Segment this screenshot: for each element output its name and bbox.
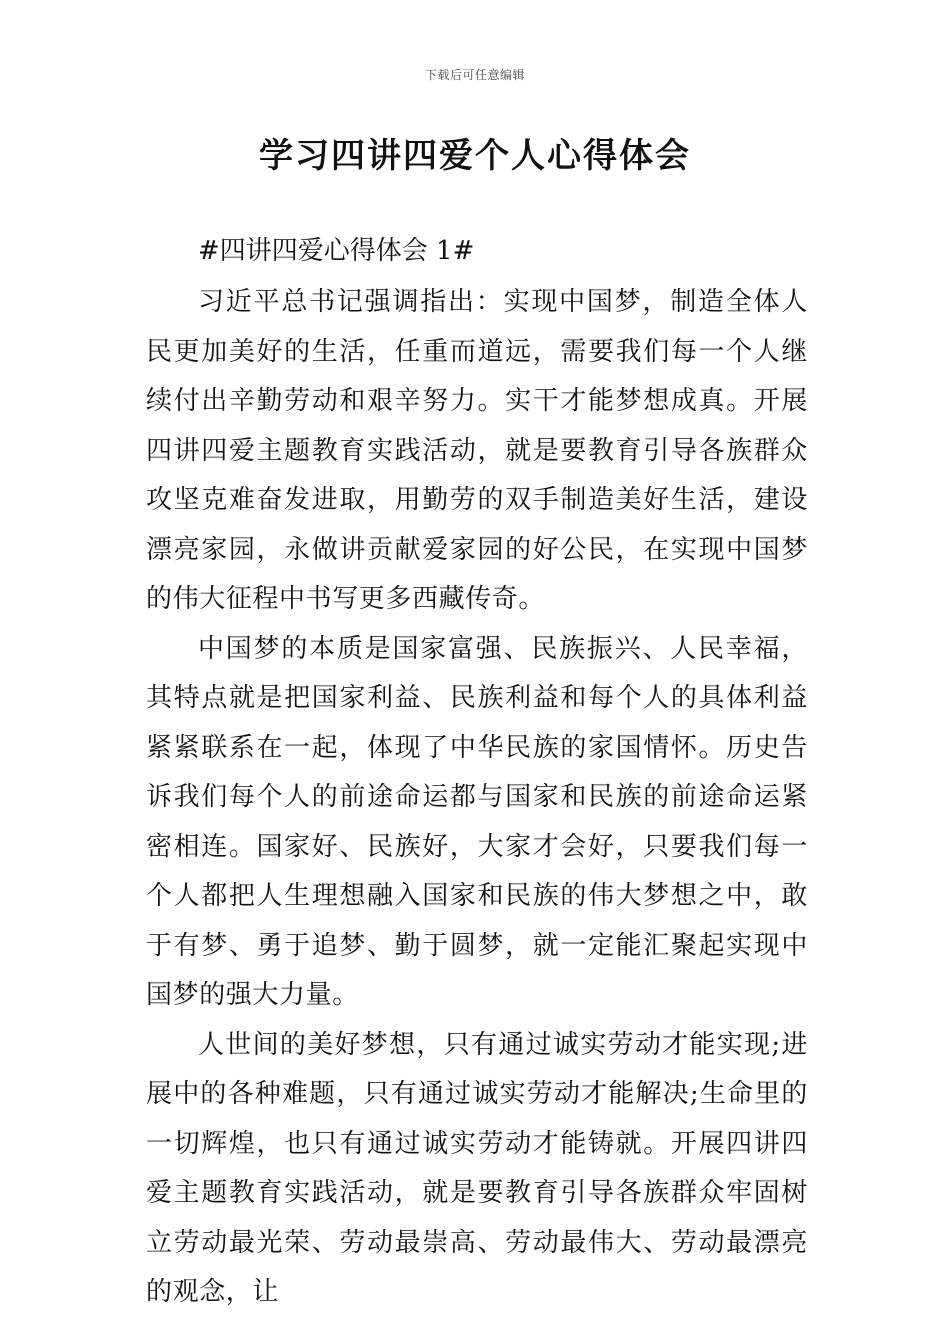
- paragraph-3: 人世间的美好梦想，只有通过诚实劳动才能实现;进展中的各种难题，只有通过诚实劳动才能解决;生命里的一切辉煌，也只有通过诚实劳动才能铸就。开展四讲四爱主题教育实践活动，就是要教育引导各族群众牢固树立劳动最光荣、劳动最崇高、劳动最伟大、劳动最漂亮的观念，让: [146, 1029, 808, 1307]
- section-heading: #四讲四爱心得体会 1#: [198, 236, 475, 266]
- header-note: 下载后可任意编辑: [424, 68, 525, 82]
- document-title: 学习四讲四爱个人心得体会: [259, 136, 691, 176]
- paragraph-1: 习近平总书记强调指出：实现中国梦，制造全体人民更加美好的生活，任重而道远，需要我们每一个人继续付出辛勤劳动和艰辛努力。实干才能梦想成真。开展四讲四爱主题教育实践活动，就是要教育引导各族群众攻坚克难奋发进取，用勤劳的双手制造美好生活，建设漂亮家园，永做讲贡献爱家园的好公民，在实现中国梦的伟大征程中书写更多西藏传奇。: [146, 287, 808, 614]
- paragraph-2: 中国梦的本质是国家富强、民族振兴、人民幸福，其特点就是把国家利益、民族利益和每个人的具体利益紧紧联系在一起，体现了中华民族的家国情怀。历史告诉我们每个人的前途命运都与国家和民族的前途命运紧密相连。国家好、民族好，大家才会好，只要我们每一个人都把人生理想融入国家和民族的伟大梦想之中，敢于有梦、勇于追梦、勤于圆梦，就一定能汇聚起实现中国梦的强大力量。: [146, 633, 808, 1010]
- document-body: [146, 226, 808, 1318]
